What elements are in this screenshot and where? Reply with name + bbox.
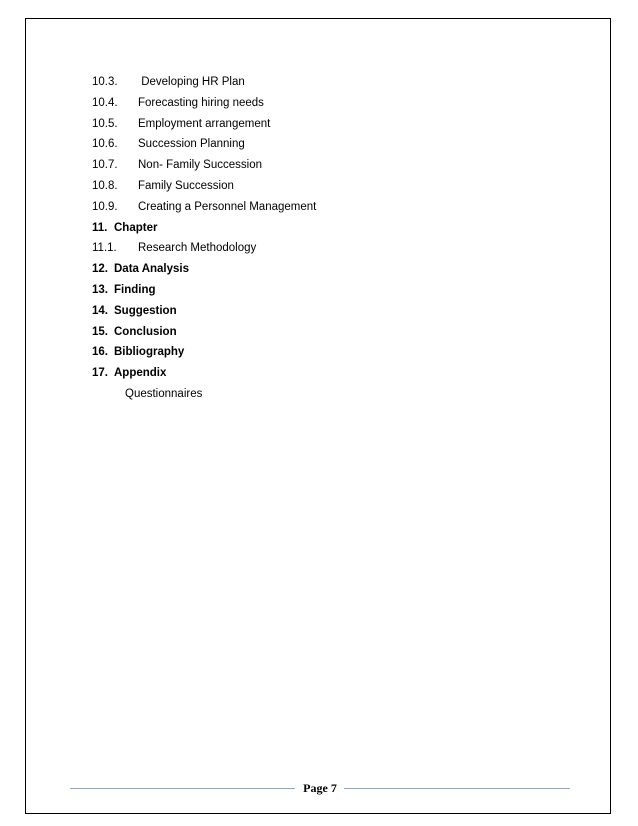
toc-number: 11.1. <box>92 242 117 255</box>
toc-item <box>92 155 572 176</box>
toc-label: Research Methodology <box>138 242 257 255</box>
toc-chapter <box>92 322 572 343</box>
toc-number: 10.6. <box>92 138 118 151</box>
toc-number: 12. <box>92 263 108 276</box>
toc-item <box>92 134 572 155</box>
toc-label: Conclusion <box>114 325 177 338</box>
toc-number: 14. <box>92 304 108 317</box>
toc-item <box>92 114 572 135</box>
toc-chapter <box>92 342 572 363</box>
toc-number: 10.3. <box>92 76 118 88</box>
toc-number: 10.5. <box>92 117 118 130</box>
toc-item <box>92 72 572 93</box>
toc-number: 10.9. <box>92 200 118 213</box>
toc-label: Succession Planning <box>138 138 245 151</box>
toc-number: 11. <box>92 221 108 234</box>
toc-label: Employment arrangement <box>138 117 271 130</box>
toc-chapter <box>92 280 572 301</box>
footer-rule <box>70 788 295 789</box>
toc-label: Chapter <box>114 221 158 234</box>
toc-item <box>92 197 572 218</box>
toc-item <box>92 176 572 197</box>
toc-label: Family Succession <box>138 179 234 192</box>
page-footer <box>70 778 570 798</box>
toc-subitem <box>92 384 572 405</box>
toc-label: Developing HR Plan <box>138 76 245 88</box>
toc-item <box>92 93 572 114</box>
footer-rule <box>344 788 570 789</box>
toc-label: Bibliography <box>114 346 185 359</box>
toc-number: 16. <box>92 346 108 359</box>
toc-number: 10.7. <box>92 159 118 172</box>
toc-label: Data Analysis <box>114 263 189 276</box>
toc-label: Suggestion <box>114 304 177 317</box>
toc-item <box>92 238 572 259</box>
toc-label: Finding <box>114 283 156 296</box>
toc-number: 17. <box>92 367 108 380</box>
toc-number: 10.8. <box>92 179 118 192</box>
toc-label: Questionnaires <box>125 387 203 400</box>
toc-chapter <box>92 363 572 384</box>
toc-chapter <box>92 218 572 239</box>
toc-label: Non- Family Succession <box>138 159 262 172</box>
toc-chapter <box>92 259 572 280</box>
toc-label: Creating a Personnel Management <box>138 200 317 213</box>
toc-number: 10.4. <box>92 96 118 109</box>
table-of-contents <box>92 72 572 405</box>
toc-label: Forecasting hiring needs <box>138 96 264 109</box>
toc-label: Appendix <box>114 367 167 380</box>
toc-number: 13. <box>92 283 108 296</box>
toc-number: 15. <box>92 325 108 338</box>
toc-chapter <box>92 301 572 322</box>
page-number: Page 7 <box>303 781 337 795</box>
